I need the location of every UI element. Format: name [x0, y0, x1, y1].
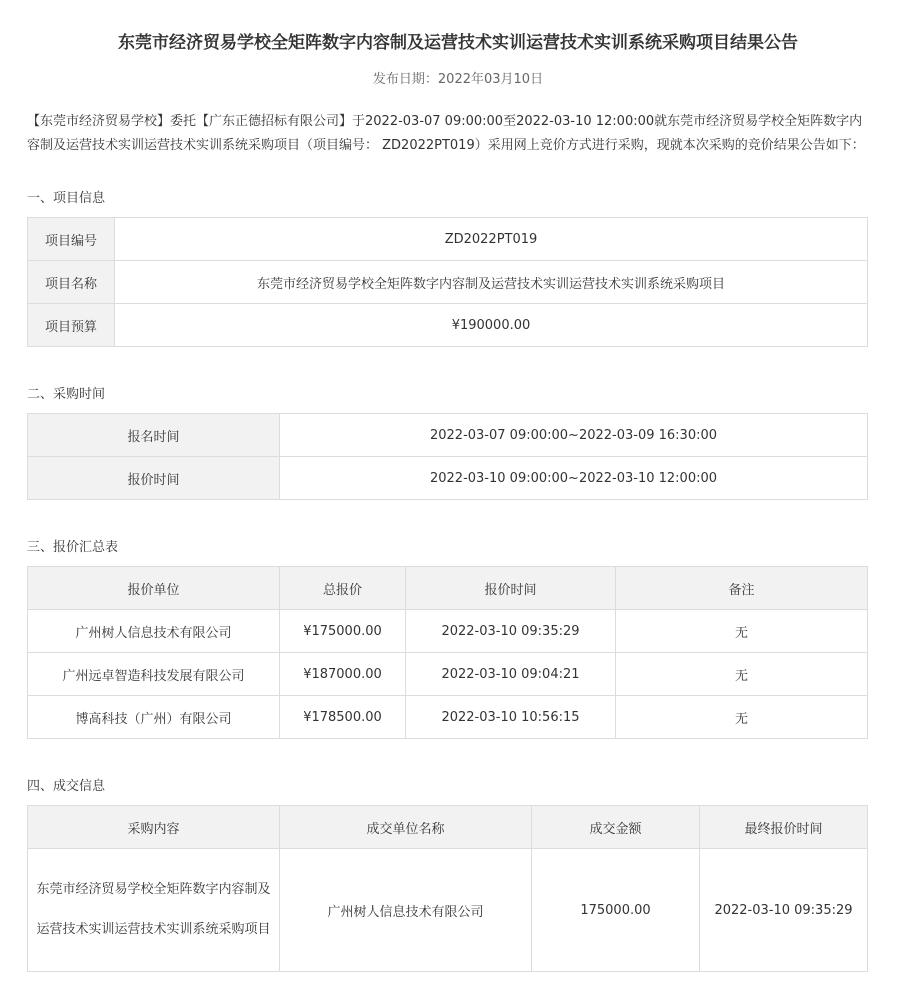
signup-time-label: 报名时间 — [28, 414, 280, 457]
quote-time-label: 报价时间 — [28, 457, 280, 500]
column-header: 成交金额 — [532, 806, 700, 849]
bid-amount: ¥175000.00 — [280, 610, 406, 653]
bid-amount: ¥187000.00 — [280, 653, 406, 696]
purchase-time-table — [27, 413, 868, 500]
bidder-name: 广州树人信息技术有限公司 — [28, 610, 280, 653]
table-row — [28, 653, 868, 696]
quote-summary-table — [27, 566, 868, 739]
project-number-label: 项目编号 — [28, 218, 115, 261]
table-header-row — [28, 567, 868, 610]
bid-remark: 无 — [616, 696, 868, 739]
column-header: 最终报价时间 — [700, 806, 868, 849]
table-row — [28, 218, 868, 261]
column-header: 总报价 — [280, 567, 406, 610]
deal-info-table — [27, 805, 868, 972]
table-header-row — [28, 806, 868, 849]
publish-date: 发布日期：2022年03月10日 — [372, 72, 544, 87]
table-row — [28, 610, 868, 653]
section-heading-project-info: 一、项目信息 — [27, 191, 106, 206]
bidder-name: 博高科技（广州）有限公司 — [28, 696, 280, 739]
bid-amount: ¥178500.00 — [280, 696, 406, 739]
table-row — [28, 696, 868, 739]
project-number-value: ZD2022PT019 — [115, 218, 868, 261]
project-budget-value: ¥190000.00 — [115, 304, 868, 347]
section-heading-purchase-time: 二、采购时间 — [27, 387, 106, 402]
table-row — [28, 261, 868, 304]
table-row — [28, 304, 868, 347]
column-header: 报价时间 — [406, 567, 616, 610]
column-header: 报价单位 — [28, 567, 280, 610]
section-heading-quote-summary: 三、报价汇总表 — [27, 540, 119, 555]
project-name-value: 东莞市经济贸易学校全矩阵数字内容制及运营技术实训运营技术实训系统采购项目 — [115, 261, 868, 304]
project-name-label: 项目名称 — [28, 261, 115, 304]
page-title: 东莞市经济贸易学校全矩阵数字内容制及运营技术实训运营技术实训系统采购项目结果公告 — [118, 33, 798, 53]
bid-remark: 无 — [616, 610, 868, 653]
project-info-table — [27, 217, 868, 347]
column-header: 成交单位名称 — [280, 806, 532, 849]
bidder-name: 广州远卓智造科技发展有限公司 — [28, 653, 280, 696]
column-header: 备注 — [616, 567, 868, 610]
table-row — [28, 457, 868, 500]
intro-paragraph: 【东莞市经济贸易学校】委托【广东正德招标有限公司】于2022-03-07 09:00:00至2022-03-10 12:00:00就东莞市经济贸易学校全矩阵数字内容制及运营技术实训运营技术实训系统采购项目（项目编号： ZD2022PT019）采用网上竞价方式进行采购，现就本次采购的竞价结果公告如下： — [27, 114, 865, 153]
column-header: 采购内容 — [28, 806, 280, 849]
section-heading-deal-info: 四、成交信息 — [27, 779, 106, 794]
deal-amount: 175000.00 — [532, 849, 700, 972]
purchase-content: 东莞市经济贸易学校全矩阵数字内容制及运营技术实训运营技术实训系统采购项目 — [28, 849, 280, 972]
final-quote-time: 2022-03-10 09:35:29 — [700, 849, 868, 972]
quote-time-value: 2022-03-10 09:00:00~2022-03-10 12:00:00 — [280, 457, 868, 500]
bid-remark: 无 — [616, 653, 868, 696]
bid-time: 2022-03-10 09:35:29 — [406, 610, 616, 653]
table-row — [28, 849, 868, 972]
bid-time: 2022-03-10 10:56:15 — [406, 696, 616, 739]
signup-time-value: 2022-03-07 09:00:00~2022-03-09 16:30:00 — [280, 414, 868, 457]
table-row — [28, 414, 868, 457]
project-budget-label: 项目预算 — [28, 304, 115, 347]
bid-time: 2022-03-10 09:04:21 — [406, 653, 616, 696]
winning-bidder: 广州树人信息技术有限公司 — [280, 849, 532, 972]
